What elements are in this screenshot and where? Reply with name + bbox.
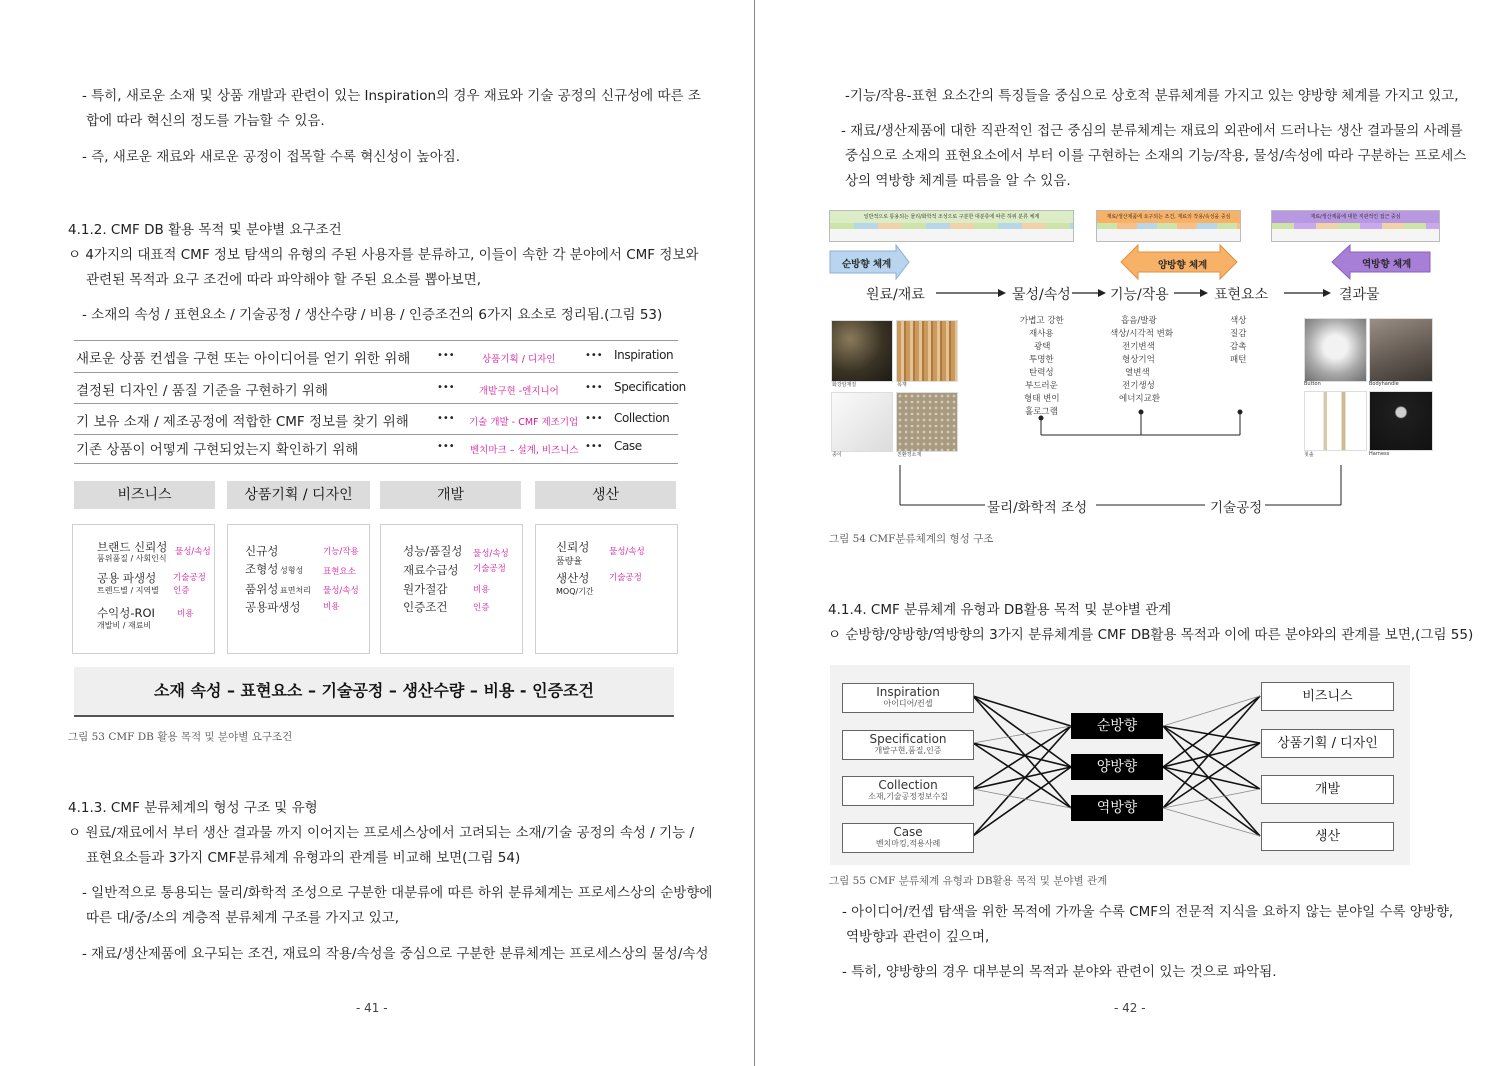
section-413-line-5: - 재료/생산제품에 요구되는 조건, 재료의 작용/속성을 중심으로 구분한 분류체계는 프로세스상의 물성/속성 <box>82 946 709 962</box>
section-412-line-3: - 소재의 속성 / 표현요소 / 기술공정 / 생산수량 / 비용 / 인증조건의 6가지 요소로 정리됨.(그림 53) <box>82 307 663 323</box>
type-text: Case <box>614 439 642 453</box>
table-title: 재료/생산제품에 요구되는 조건, 재료의 작용/속성을 중심 <box>1097 211 1240 223</box>
dots: ••• <box>437 441 455 452</box>
type-text: Specification <box>614 380 686 394</box>
req-tag: 물성/속성 <box>323 586 359 596</box>
req-tag: 비용 <box>177 609 194 619</box>
function-item: 전기변색 <box>1122 342 1155 352</box>
para-top-2: 합에 따라 혁신의 정도를 가늠할 수 있음. <box>86 113 325 129</box>
section-413-heading: 4.1.3. CMF 분류체계의 형성 구조 및 유형 <box>68 800 318 816</box>
stage-raw-material: 원료/재료 <box>866 287 925 303</box>
bidirectional-label: 양방향 체계 <box>1158 260 1208 271</box>
req-tag: 물성/속성 <box>175 547 211 557</box>
dots: ••• <box>437 382 455 393</box>
stage-result: 결과물 <box>1339 287 1380 303</box>
right-line-2: - 재료/생산제품에 대한 직관적인 접근 중심의 분류체계는 재료의 외관에서 드러나는 생산 결과물의 사례를 <box>841 123 1463 139</box>
req-text: 신규성 <box>245 544 279 558</box>
stage-expression: 표현요소 <box>1214 287 1269 303</box>
purpose-title: Specification <box>869 732 947 746</box>
stage-function: 기능/작용 <box>1110 287 1169 303</box>
right-line-1: -기능/작용-표현 요소간의 특징들을 중심으로 상호적 분류체계를 가지고 있는 양방향 체계를 가지고 있고, <box>845 88 1459 104</box>
field-text: 벤치마크 – 설계, 비즈니스 <box>470 445 579 456</box>
photo-bodyhandle <box>1369 318 1433 382</box>
right-line-3: 중심으로 소재의 표현요소에서 부터 이를 구현하는 소재의 기능/작용, 물성/속성에 따라 구분하는 프로세스 <box>845 148 1467 164</box>
purpose-title: Case <box>893 825 923 839</box>
page-number-41: - 41 - <box>356 1001 388 1015</box>
req-tag: 표현요소 <box>323 567 356 577</box>
function-item: 열변색 <box>1125 368 1150 378</box>
purpose-text: 기 보유 소재 / 제조공정에 적합한 CMF 정보를 찾기 위해 <box>76 414 409 430</box>
field-design: 상품기획 / 디자인 <box>1261 729 1394 758</box>
req-text: 공용파생성 <box>245 600 301 614</box>
req-text: 생산성 <box>556 571 590 585</box>
box-production <box>535 524 678 654</box>
req-text: 재료수급성 <box>403 563 459 577</box>
photo-toothbrush <box>1304 391 1367 451</box>
table-rule <box>74 372 678 373</box>
dots: ••• <box>437 413 455 424</box>
para-top-3: - 즉, 새로운 재료와 새로운 공정이 접목할 수록 혁신성이 높아짐. <box>82 149 461 165</box>
category-design: 상품기획 / 디자인 <box>227 481 370 509</box>
req-text: 인증조건 <box>403 600 448 614</box>
expression-item: 패턴 <box>1230 355 1247 365</box>
purpose-box-case <box>842 823 974 853</box>
req-tag: 기술공정 <box>609 573 642 583</box>
function-item: 흡음/발광 <box>1121 316 1157 326</box>
photo-caption: 친환경소재 <box>897 452 922 458</box>
function-item: 형상기억 <box>1122 355 1155 365</box>
expression-item: 질감 <box>1230 329 1247 339</box>
type-forward: 순방향 <box>1071 713 1163 739</box>
field-text: 상품기획 / 디자인 <box>482 354 556 365</box>
field-text: 개발구현 -엔지니어 <box>479 386 559 397</box>
type-bidirectional: 양방향 <box>1071 754 1163 780</box>
property-item: 부드러운 <box>1025 381 1058 391</box>
photo-wood <box>896 320 958 382</box>
page-number-42: - 42 - <box>1114 1001 1146 1015</box>
req-subtext: 품량율 <box>556 557 583 567</box>
type-reverse: 역방향 <box>1071 795 1163 821</box>
dots: ••• <box>585 441 603 452</box>
category-production: 생산 <box>535 481 676 509</box>
right-bottom-line-2: 역방향과 관련이 깊으며, <box>846 929 990 945</box>
para-top-1: - 특히, 새로운 소재 및 상품 개발과 관련이 있는 Inspiration의 경우 재료와 기술 공정의 신규성에 따른 조 <box>82 88 701 104</box>
req-subtext: 트렌드별 / 지역별 <box>97 586 159 595</box>
property-item: 광택 <box>1034 342 1051 352</box>
table-rule <box>74 434 678 435</box>
purpose-text: 새로운 상품 컨셉을 구현 또는 아이디어를 얻기 위한 위해 <box>76 351 411 367</box>
caption-figure-54: 그림 54 CMF분류체계의 형성 구조 <box>829 533 994 545</box>
req-text: 성능/품질성 <box>403 544 463 558</box>
purpose-title: Collection <box>878 778 938 792</box>
purpose-box-inspiration <box>842 683 974 713</box>
caption-figure-53: 그림 53 CMF DB 활용 목적 및 분야별 요구조건 <box>68 731 293 743</box>
section-412-line-2: 관련된 목적과 요구 조건에 따라 파악해야 할 주된 요소를 뽑아보면, <box>86 272 482 288</box>
forward-label: 순방향 체계 <box>842 259 892 270</box>
table-rule <box>74 403 678 404</box>
photo-caption: 화강암재질 <box>832 382 857 388</box>
photo-caption: 칫솔 <box>1304 452 1314 458</box>
section-412-heading: 4.1.2. CMF DB 활용 목적 및 분야별 요구조건 <box>68 222 342 238</box>
right-line-4: 상의 역방향 체계를 따름을 알 수 있음. <box>845 173 1071 189</box>
purpose-box-collection <box>842 776 974 806</box>
box-design <box>227 524 370 654</box>
table-rule-top <box>74 340 678 341</box>
purpose-title: Inspiration <box>876 685 940 699</box>
property-item: 형태 변이 <box>1024 394 1060 404</box>
req-text: 신뢰성 <box>556 540 590 554</box>
table-thumb-bidirectional <box>1096 210 1241 242</box>
photo-paper <box>831 392 893 452</box>
section-413-line-1: ㅇ 원료/재료에서 부터 생산 결과물 까지 이어지는 프로세스상에서 고려되는 소재/기술 공정의 속성 / 기능 / <box>68 825 694 841</box>
function-item: 에너지교환 <box>1119 394 1161 404</box>
req-subtext: 품위품질 / 사회인식 <box>97 554 167 563</box>
purpose-box-specification <box>842 730 974 760</box>
property-item: 탄력성 <box>1029 368 1054 378</box>
section-414-line: ㅇ 순방향/양방향/역방향의 3가지 분류체계를 CMF DB활용 목적과 이에 따른 분야와의 관계를 보면,(그림 55) <box>828 627 1474 643</box>
table-thumb-reverse <box>1271 210 1440 242</box>
expression-item: 색상 <box>1230 316 1247 326</box>
purpose-text: 결정된 디자인 / 품질 기준을 구현하기 위해 <box>76 383 328 399</box>
req-tag: 비용 <box>323 602 340 612</box>
section-413-line-2: 표현요소들과 3가지 CMF분류체계 유형과의 관계를 비교해 보면(그림 54) <box>86 850 521 866</box>
purpose-subtitle: 개발구현,품질,인증 <box>874 746 942 755</box>
summary-bar: 소재 속성 – 표현요소 – 기술공정 – 생산수량 – 비용 - 인증조건 <box>74 667 674 717</box>
expression-item: 감촉 <box>1230 342 1247 352</box>
req-tag: 물성/속성 <box>609 547 645 557</box>
table-rule-bottom <box>74 463 678 464</box>
property-item: 투명한 <box>1029 355 1054 365</box>
req-text: 브랜드 신뢰성 <box>97 540 168 554</box>
bottom-label-process: 기술공정 <box>1210 500 1263 516</box>
left-page <box>0 0 754 1066</box>
req-tag: 기술공정 <box>473 564 506 574</box>
type-text: Collection <box>614 411 670 425</box>
req-tag: 기술공정 <box>173 573 206 583</box>
photo-caption: 종이 <box>832 452 842 458</box>
req-text: 원가절감 <box>403 582 448 596</box>
req-tag: 인증 <box>173 586 190 596</box>
property-item: 홀로그램 <box>1025 407 1058 417</box>
req-tag: 비용 <box>473 585 490 595</box>
bottom-label-composition: 물리/화학적 조성 <box>987 500 1088 516</box>
req-text: 조형성 <box>245 562 279 576</box>
photo-pellets <box>896 392 958 452</box>
req-subtext: 개발비 / 재료비 <box>97 621 152 630</box>
purpose-subtitle: 벤치마킹,적용사례 <box>875 839 941 848</box>
dots: ••• <box>585 350 603 361</box>
req-text: 품위성 <box>245 582 279 596</box>
right-bottom-line-1: - 아이디어/컨셉 탐색을 위한 목적에 가까울 수록 CMF의 전문적 지식을 요하지 않는 분야일 수록 양방향, <box>842 904 1454 920</box>
reverse-label: 역방향 체계 <box>1362 259 1412 270</box>
table-thumb-forward <box>829 210 1074 242</box>
req-text: 수익성-ROI <box>97 606 155 620</box>
req-subtext: 표면처리 <box>280 586 311 595</box>
req-tag: 기능/작용 <box>323 547 359 557</box>
section-412-line-1: ㅇ 4가지의 대표적 CMF 정보 탐색의 유형의 주된 사용자를 분류하고, 이들이 속한 각 분야에서 CMF 정보와 <box>68 247 699 263</box>
function-item: 색상/시각적 변화 <box>1110 329 1174 339</box>
stage-property: 물성/속성 <box>1012 287 1071 303</box>
section-414-heading: 4.1.4. CMF 분류체계 유형과 DB활용 목적 및 분야별 관계 <box>828 602 1172 618</box>
table-title: 재료/생산제품에 대한 직관적인 접근 중심 <box>1272 211 1439 223</box>
category-business: 비즈니스 <box>74 481 215 509</box>
photo-granite <box>831 320 893 382</box>
purpose-subtitle: 아이디어/컨셉 <box>883 699 933 708</box>
box-development <box>380 524 523 654</box>
right-bottom-line-3: - 특히, 양방향의 경우 대부분의 목적과 분야와 관련이 있는 것으로 파악됨. <box>842 964 1277 980</box>
dots: ••• <box>585 413 603 424</box>
purpose-text: 기존 상품이 어떻게 구현되었는지 확인하기 위해 <box>76 442 359 458</box>
category-development: 개발 <box>380 481 521 509</box>
photo-button <box>1304 318 1367 382</box>
photo-caption: Harness <box>1369 451 1390 457</box>
table-title: 일반적으로 통용되는 물리/화학적 조성으로 구분한 대분류에 따른 하위 분류 체계 <box>830 211 1073 223</box>
property-item: 가볍고 강한 <box>1020 316 1064 326</box>
req-tag: 인증 <box>473 603 490 613</box>
field-development: 개발 <box>1261 775 1394 804</box>
req-subtext: MOQ/기간 <box>556 587 594 596</box>
photo-harness <box>1369 391 1433 451</box>
req-subtext: 성형성 <box>280 566 304 575</box>
section-413-line-4: 따른 대/중/소의 계층적 분류체계 구조를 가지고 있고, <box>86 910 399 926</box>
dots: ••• <box>585 382 603 393</box>
req-tag: 물성/속성 <box>473 549 509 559</box>
field-text: 기술 개발 - CMF 제조기업 <box>469 417 579 428</box>
field-production: 생산 <box>1261 822 1394 851</box>
section-413-line-3: - 일반적으로 통용되는 물리/화학적 조성으로 구분한 대분류에 따른 하위 분류체계는 프로세스상의 순방향에 <box>82 885 713 901</box>
field-business: 비즈니스 <box>1261 682 1394 711</box>
photo-caption: 목재 <box>897 382 907 388</box>
function-item: 전기생성 <box>1122 381 1155 391</box>
property-item: 재사용 <box>1029 329 1054 339</box>
photo-caption: Bodyhandle <box>1369 381 1399 387</box>
purpose-subtitle: 소재,기술공정정보수집 <box>868 792 948 801</box>
dots: ••• <box>437 350 455 361</box>
req-text: 공용 파생성 <box>97 571 157 585</box>
type-text: Inspiration <box>614 348 674 362</box>
photo-caption: Button <box>1304 381 1321 387</box>
caption-figure-55: 그림 55 CMF 분류체계 유형과 DB활용 목적 및 분야별 관계 <box>829 875 1108 887</box>
box-business <box>72 524 215 654</box>
